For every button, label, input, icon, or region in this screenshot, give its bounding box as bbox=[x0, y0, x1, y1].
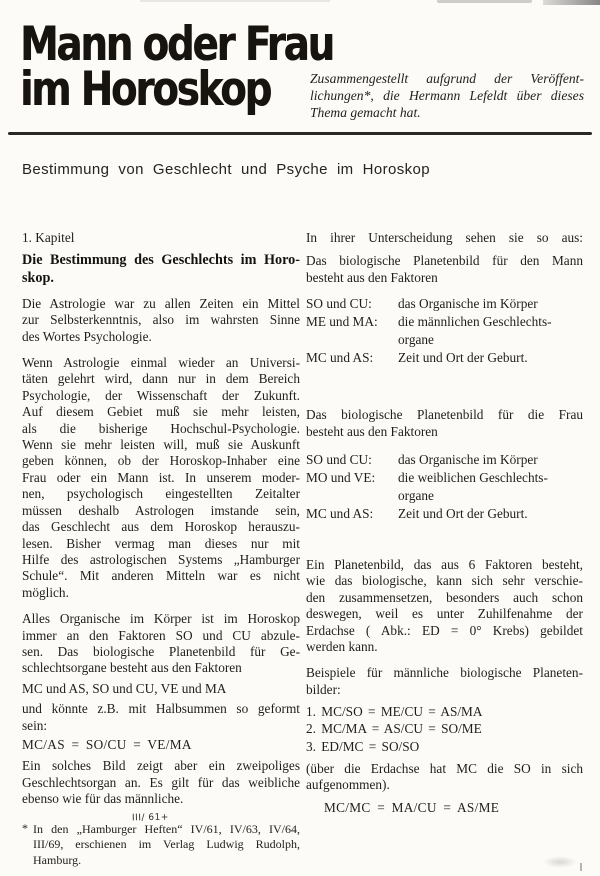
right-column bbox=[306, 230, 583, 816]
text-line: bilder: bbox=[306, 681, 341, 697]
factor-row bbox=[306, 295, 583, 313]
text-line: zur Selbsterkenntnis, also im wahrsten Sinne bbox=[22, 312, 300, 328]
text-line: Schule“. Mit anderen Mitteln war es nicht bbox=[22, 568, 300, 584]
factor-row bbox=[306, 313, 583, 349]
text-line: lichungen*, die Hermann Lefeldt über dieses bbox=[310, 88, 584, 104]
text-line: Alles Organische im Körper ist im Horoskop bbox=[22, 611, 300, 627]
text-line: Hilfe des astrologischen Systems „Hamburger bbox=[22, 551, 300, 567]
formula-final: MC/MC = MA/CU = AS/ME bbox=[324, 799, 500, 815]
woman-factor-list bbox=[306, 451, 583, 523]
text-line: lesen. Bisher vermag man dieses nur mit bbox=[22, 535, 300, 551]
text-line: täten gelehrt wird, dann nur in dem Bereich bbox=[22, 371, 300, 387]
text-line: wie das biologische, kann sich sehr verschie- bbox=[306, 573, 583, 589]
factor-value bbox=[398, 295, 583, 313]
text-line: ebenso wie für das männliche. bbox=[22, 791, 184, 807]
text-line: sein: bbox=[22, 717, 48, 733]
text-line: 1. MC/SO = ME/CU = AS/MA bbox=[306, 704, 483, 720]
text-line: Zusammengestellt aufgrund der Veröffent- bbox=[310, 71, 584, 86]
paragraph-astrology-intro bbox=[22, 296, 300, 345]
text-line: werden kann. bbox=[306, 639, 378, 655]
text-line: deswegen, weil es unter Zuhilfenahme der bbox=[306, 606, 583, 622]
paragraph-bipolar bbox=[22, 758, 300, 807]
text-line: organe bbox=[398, 488, 434, 504]
text-line: Die Bestimmung des Geschlechts im Horo- bbox=[22, 252, 300, 269]
scan-smudge-top-right bbox=[543, 0, 600, 5]
text-line: Das biologische Planetenbild für die Frau bbox=[306, 407, 583, 423]
left-column bbox=[22, 230, 300, 818]
footnote-text bbox=[33, 822, 300, 868]
text-line: Zeit und Ort der Geburt. bbox=[398, 506, 528, 522]
factor-row bbox=[306, 451, 583, 469]
text-line: aufgenommen). bbox=[306, 777, 390, 793]
text-line: des Wortes Psychologie. bbox=[22, 328, 152, 344]
text-line: besteht aus den Faktoren bbox=[306, 423, 438, 439]
text-line: Hamburg. bbox=[33, 852, 82, 867]
text-line: (über die Erdachse hat MC die SO in sich bbox=[306, 760, 583, 776]
text-line: Psychologie, der Wissenschaft der Zukunft. bbox=[22, 387, 300, 403]
text-line: Ein solches Bild zeigt aber ein zweipoliges bbox=[22, 758, 300, 774]
text-line: sen. Das biologische Planetenbild für Ge- bbox=[22, 643, 300, 659]
text-line: Frau oder ein Mann ist. In unserem moder- bbox=[22, 469, 300, 485]
text-line: In den „Hamburger Heften“ IV/61, IV/63, IV/64, bbox=[33, 822, 300, 836]
text-line: Ein Planetenbild, das aus 6 Faktoren besteht, bbox=[306, 557, 583, 573]
footnote-asterisk: * bbox=[22, 821, 28, 835]
chapter-heading bbox=[22, 252, 300, 286]
divider-rule bbox=[8, 132, 592, 135]
text-line: skop. bbox=[22, 269, 54, 286]
factor-term: MC und AS: bbox=[306, 506, 374, 522]
text-line: müssen deshalb Astrologen imstande sein, bbox=[22, 502, 300, 518]
paragraph-man-planetenbild bbox=[306, 253, 583, 286]
chapter-label: 1. Kapitel bbox=[22, 230, 75, 245]
text-line: möglich. bbox=[22, 584, 69, 600]
factor-value bbox=[398, 469, 583, 505]
text-line: immer an den Faktoren SO und CU abzule- bbox=[22, 627, 300, 643]
text-line: Wenn Astrologie einmal wieder an Universi- bbox=[22, 355, 300, 371]
handwritten-annotation: III/ 61+ bbox=[131, 812, 169, 824]
page-title-line-1: Mann oder Frau bbox=[20, 17, 333, 72]
factor-term: MC und AS: bbox=[306, 350, 374, 366]
factor-row bbox=[306, 469, 583, 505]
paragraph-earth-axis bbox=[306, 761, 583, 794]
factor-value bbox=[398, 451, 583, 469]
factor-value bbox=[398, 349, 583, 367]
page-title-line-2: im Horoskop bbox=[20, 62, 271, 117]
paragraph-organic bbox=[22, 611, 300, 677]
text-line: schlechtsorgane besteht aus den Faktoren bbox=[22, 660, 242, 676]
footnote bbox=[22, 812, 300, 868]
text-line: Das biologische Planetenbild für den Mann bbox=[306, 253, 583, 269]
text-line: III/69, erschienen im Verlag Ludwig Rudolph, bbox=[33, 837, 300, 852]
text-line: das Organische im Körper bbox=[398, 452, 538, 468]
factor-term: SO und CU: bbox=[306, 452, 372, 468]
text-line: Wenn sie mehr leisten will, muß sie Auskunft bbox=[22, 437, 300, 453]
text-line: das Organische im Körper bbox=[398, 296, 538, 312]
text-line: Erdachse ( Abk.: ED = 0° Krebs) gebildet bbox=[306, 622, 583, 638]
text-line: die männlichen Geschlechts- bbox=[398, 314, 552, 330]
factor-value bbox=[398, 313, 583, 349]
distinction-intro-line bbox=[306, 230, 583, 246]
factor-term: ME und MA: bbox=[306, 314, 378, 330]
scan-smudge-bottom-right bbox=[543, 856, 577, 868]
scan-smudge-top-left bbox=[140, 0, 330, 2]
text-line: Die Astrologie war zu allen Zeiten ein Mittel bbox=[22, 295, 300, 311]
text-line: besteht aus den Faktoren bbox=[306, 269, 438, 285]
text-line: den zusammensetzen, besonders auch schon bbox=[306, 589, 583, 605]
text-line: und könnte z.B. mit Halbsummen so geformt bbox=[22, 701, 300, 717]
paragraph-halfsum bbox=[22, 701, 300, 734]
factor-term: MO und VE: bbox=[306, 470, 376, 486]
byline bbox=[310, 70, 584, 122]
paragraph-six-factors bbox=[306, 557, 583, 655]
text-line: das Geschlecht aus dem Horoskop herauszu- bbox=[22, 519, 300, 535]
text-line: 3. ED/MC = SO/SO bbox=[306, 738, 420, 754]
text-line: Zeit und Ort der Geburt. bbox=[398, 350, 528, 366]
formula-bipolar: MC/AS = SO/CU = VE/MA bbox=[22, 736, 192, 752]
text-line: organe bbox=[398, 332, 434, 348]
scan-tick-bottom-right bbox=[580, 863, 582, 871]
text-line: als die bisherige Hochschul-Psychologie. bbox=[22, 420, 300, 436]
paragraph-woman-planetenbild bbox=[306, 407, 583, 440]
text-line: die weiblichen Geschlechts- bbox=[398, 470, 548, 486]
text-line: Auf diesem Gebiet muß sie mehr leisten, bbox=[22, 404, 300, 420]
factor-row bbox=[306, 505, 583, 523]
paragraph-university bbox=[22, 355, 300, 601]
text-line: Beispiele für männliche biologische Planeten- bbox=[306, 665, 583, 681]
factor-row bbox=[306, 349, 583, 367]
text-line: Geschlechtsorgan an. Es gilt für das weibliche bbox=[22, 774, 300, 790]
scan-smudge-top-middle bbox=[437, 0, 532, 3]
factor-value bbox=[398, 505, 583, 523]
factors-line: MC und AS, SO und CU, VE und MA bbox=[22, 680, 227, 696]
factor-term: SO und CU: bbox=[306, 296, 372, 312]
text-line: geben können, ob der Horoskop-Inhaber eine bbox=[22, 453, 300, 469]
example-formula-list bbox=[306, 703, 583, 755]
text-line: 2. MC/MA = AS/CU = SO/ME bbox=[306, 721, 482, 737]
man-factor-list bbox=[306, 295, 583, 367]
text-line: nen, psychologisch eingestellten Zeitalter bbox=[22, 486, 300, 502]
paragraph-examples-intro bbox=[306, 665, 583, 698]
page-title bbox=[20, 17, 333, 117]
section-title: Bestimmung von Geschlecht und Psyche im Horoskop bbox=[22, 161, 431, 178]
text-line: Thema gemacht hat. bbox=[310, 105, 421, 121]
text-line: In ihrer Unterscheidung sehen sie so aus: bbox=[306, 230, 583, 245]
